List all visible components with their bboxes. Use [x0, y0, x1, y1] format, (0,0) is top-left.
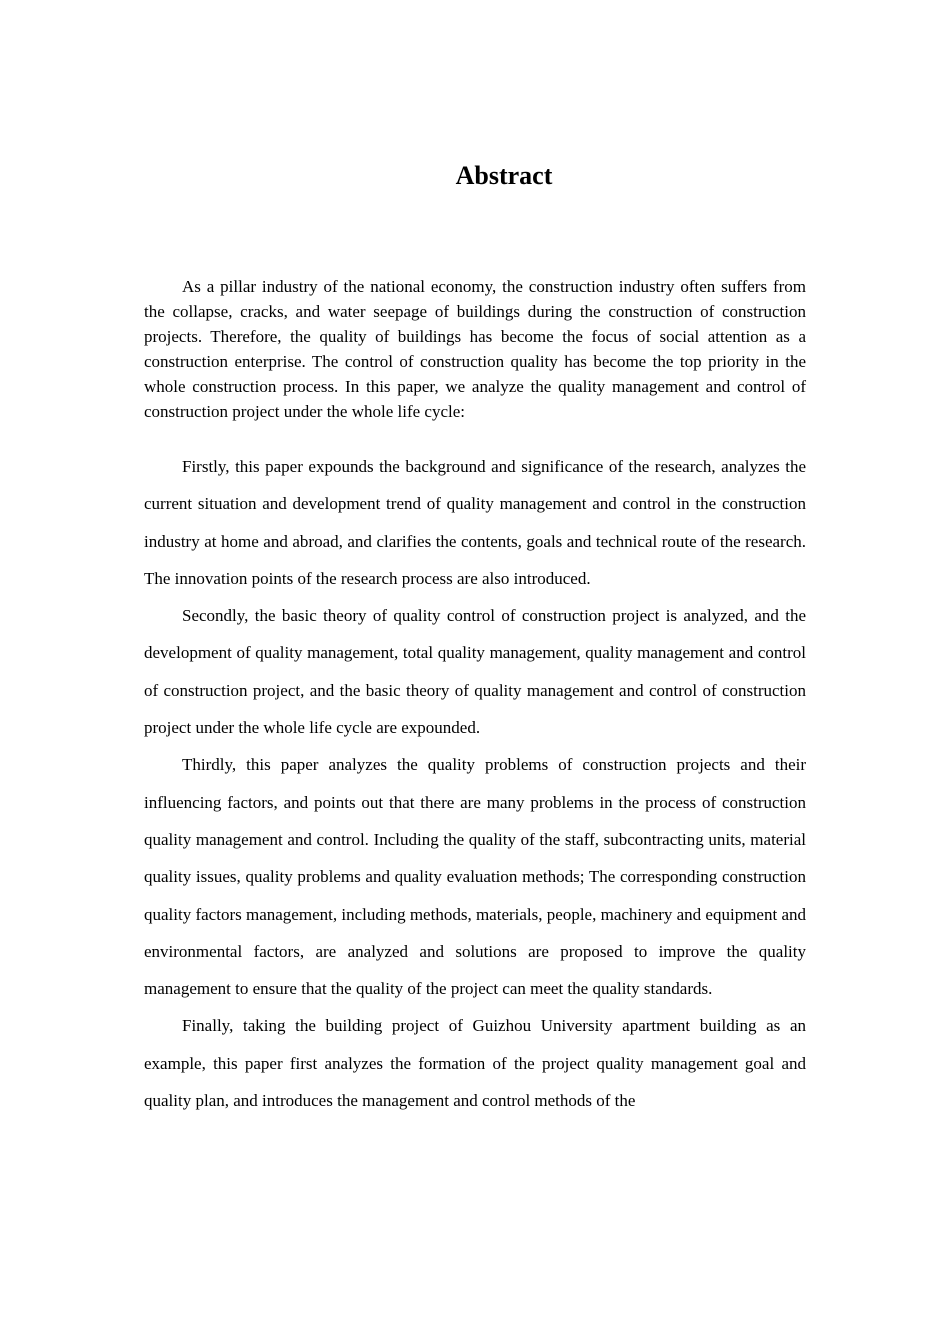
paragraph-finally: Finally, taking the building project of Guizhou University apartment building as an example, this paper first analyzes the formation of the project quality management goal and quality plan, and introduces the management and control methods of the	[144, 1016, 806, 1111]
body-section	[144, 448, 806, 1119]
paragraph-intro: As a pillar industry of the national economy, the construction industry often suffers from the collapse, cracks, and water seepage of buildings during the construction of construction projects. Therefore, the quality of buildings has become the focus of social attention as a construction enterprise. The control of construction quality has become the top priority in the whole construction process. In this paper, we analyze the quality management and control of construction project under the whole life cycle:	[144, 277, 806, 421]
paragraph-firstly: Firstly, this paper expounds the background and significance of the research, analyzes the current situation and development trend of quality management and control in the construction industry at home and abroad, and clarifies the contents, goals and technical route of the research. The innovation points of the research process are also introduced.	[144, 457, 806, 588]
page-title: Abstract	[455, 161, 553, 190]
intro-section	[144, 275, 806, 424]
paragraph-thirdly: Thirdly, this paper analyzes the quality problems of construction projects and their influencing factors, and points out that there are many problems in the process of construction quality management and control. Including the quality of the staff, subcontracting units, material quality issues, quality problems and quality evaluation methods; The corresponding construction quality factors management, including methods, materials, people, machinery and equipment and environmental factors, are analyzed and solutions are proposed to improve the quality management to ensure that the quality of the project can meet the quality standards.	[144, 755, 806, 999]
paragraph-secondly: Secondly, the basic theory of quality control of construction project is analyzed, and the development of quality management, total quality management, quality management and control of construction project, and the basic theory of quality management and control of construction project under the whole life cycle are expounded.	[144, 606, 806, 738]
